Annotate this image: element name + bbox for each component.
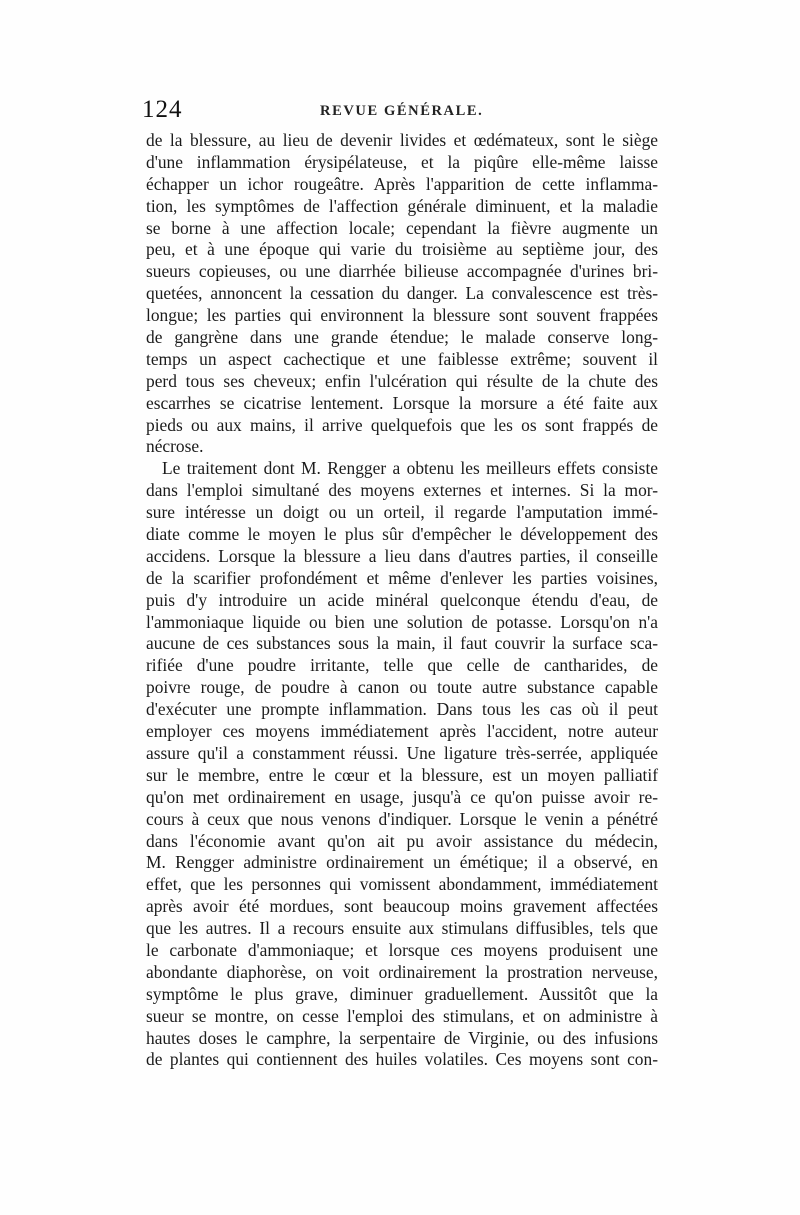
text-line: l'ammoniaque liquide ou bien une solution de potasse. Lorsqu'on n'a [146, 611, 658, 632]
text-line: qu'on met ordinairement en usage, jusqu'à ce qu'on puisse avoir re- [146, 786, 658, 807]
text-line: quetées, annoncent la cessation du danger. La convalescence est très- [146, 283, 658, 304]
text-line: pieds ou aux mains, il arrive quelquefois que les os sont frappés de [146, 414, 658, 435]
text-line: poivre rouge, de poudre à canon ou toute autre substance capable [146, 677, 658, 698]
text-line: de la scarifier profondément et même d'enlever les parties voisines, [146, 567, 658, 588]
text-line: effet, que les personnes qui vomissent abondamment, immédiatement [146, 874, 658, 895]
text-line: le carbonate d'ammoniaque; et lorsque ces moyens produisent une [146, 939, 658, 960]
text-line: symptôme le plus grave, diminuer graduellement. Aussitôt que la [146, 983, 658, 1004]
body-text [146, 130, 658, 1071]
text-line: rifiée d'une poudre irritante, telle que celle de cantharides, de [146, 655, 658, 676]
text-line: temps un aspect cachectique et une faiblesse extrême; souvent il [146, 348, 658, 369]
text-line: peu, et à une époque qui varie du troisième au septième jour, des [146, 239, 658, 260]
text-line: longue; les parties qui environnent la blessure sont souvent frappées [146, 305, 658, 326]
running-head: REVUE GÉNÉRALE. [320, 103, 484, 119]
text-line: assure qu'il a constamment réussi. Une ligature très-serrée, appliquée [146, 742, 658, 763]
text-line: sueur se montre, on cesse l'emploi des stimulans, et on administre à [146, 1005, 658, 1026]
page-header [142, 96, 656, 126]
text-line: de gangrène dans une grande étendue; le malade conserve long- [146, 327, 658, 348]
text-line: tion, les symptômes de l'affection générale diminuent, et la maladie [146, 195, 658, 216]
text-line: hautes doses le camphre, la serpentaire de Virginie, ou des infusions [146, 1027, 658, 1048]
text-line: nécrose. [146, 436, 204, 457]
text-line: que les autres. Il a recours ensuite aux stimulans diffusibles, tels que [146, 918, 658, 939]
text-line: sure intéresse un doigt ou un orteil, il regarde l'amputation immé- [146, 502, 658, 523]
text-line: sueurs copieuses, ou une diarrhée bilieuse accompagnée d'urines bri- [146, 261, 658, 282]
text-line: de plantes qui contiennent des huiles volatiles. Ces moyens sont con- [146, 1049, 658, 1070]
text-line: puis d'y introduire un acide minéral quelconque étendu d'eau, de [146, 589, 658, 610]
text-line: perd tous ses cheveux; enfin l'ulcération qui résulte de la chute des [146, 370, 658, 391]
text-line: cours à ceux que nous venons d'indiquer. Lorsque le venin a pénétré [146, 808, 658, 829]
text-line: échapper un ichor rougeâtre. Après l'apparition de cette inflamma- [146, 173, 658, 194]
text-line: de la blessure, au lieu de devenir livides et œdémateux, sont le siège [146, 130, 658, 150]
text-line: d'exécuter une prompte inflammation. Dans tous les cas où il peut [146, 699, 658, 720]
text-line: accidens. Lorsque la blessure a lieu dans d'autres parties, il conseille [146, 545, 658, 566]
text-line: escarrhes se cicatrise lentement. Lorsque la morsure a été faite aux [146, 392, 658, 413]
page-number: 124 [142, 96, 183, 123]
text-line: employer ces moyens immédiatement après l'accident, notre auteur [146, 721, 658, 742]
text-line: sur le membre, entre le cœur et la blessure, est un moyen palliatif [146, 764, 658, 785]
text-line: M. Rengger administre ordinairement un émétique; il a observé, en [146, 852, 658, 873]
paragraph-start-line: Le traitement dont M. Rengger a obtenu les meilleurs effets consiste [162, 458, 658, 479]
text-line: dans l'emploi simultané des moyens externes et internes. Si la mor- [146, 480, 658, 501]
text-line: diate comme le moyen le plus sûr d'empêcher le développement des [146, 524, 658, 545]
text-line: après avoir été mordues, sont beaucoup moins gravement affectées [146, 896, 658, 917]
text-line: d'une inflammation érysipélateuse, et la piqûre elle-même laisse [146, 151, 658, 172]
text-line: aucune de ces substances sous la main, il faut couvrir la surface sca- [146, 633, 658, 654]
text-line: se borne à une affection locale; cependant la fièvre augmente un [146, 217, 658, 238]
text-line: abondante diaphorèse, on voit ordinairement la prostration nerveuse, [146, 961, 658, 982]
text-line: dans l'économie avant qu'on ait pu avoir assistance du médecin, [146, 830, 658, 851]
